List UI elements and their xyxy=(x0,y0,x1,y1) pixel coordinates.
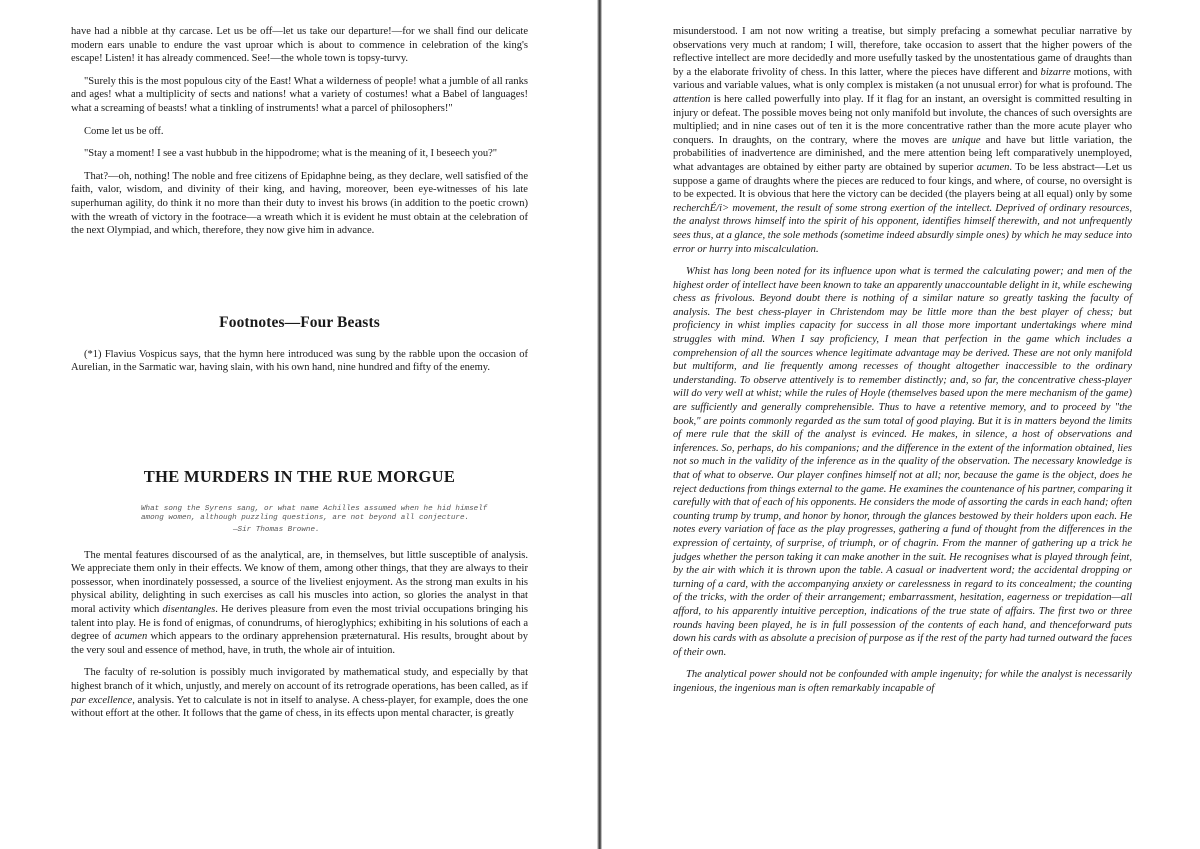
story-title: THE MURDERS IN THE RUE MORGUE xyxy=(143,466,456,486)
paragraph: "Stay a moment! I see a vast hubbub in the hippodrome; what is the meaning of it, I beseech you?" xyxy=(84,148,498,160)
paragraph: Come let us be off. xyxy=(84,125,164,137)
footnote: (*1) Flavius Vospicus says, that the hymn here introduced was sung by the rabble upon the occasion of Aurelian, in the Sarmatic war, having slain, with his own hand, nine hundred and fifty of the enemy. xyxy=(71,348,528,374)
text-run: is here called powerfully into play. If it flag for an instant, an oversight is committed resulting in injury or defeat. The possible moves being not only manifold but involute, the chances of such oversights are multiplied; and in nine cases out of ten it is the more concentrative rather than the more acute player who conquers. In draughts, on the contrary, where the moves are xyxy=(673,93,1132,146)
italic-text: recherchÉ/i> movement, the result of some strong exertion of the intellect. Deprived of ordinary resources, the analyst throws himself into the spirit of his opponent, identifies himself therewith, and not unfrequently sees thus, at a glance, the sole methods (sometime indeed absurdly simple ones) by which he may seduce into error or hurry into miscalculation. xyxy=(673,202,1132,255)
left-page-column xyxy=(71,25,528,730)
epigraph xyxy=(141,505,514,535)
text-run: motions, with various and variable values, what is only complex is mistaken (a not unusual error) for what is profound. The xyxy=(673,66,1132,92)
italic-text: par excellence xyxy=(71,694,133,706)
italic-text: bizarre xyxy=(1040,66,1071,78)
text-run: . To be less abstract—Let us suppose a game of draughts where the pieces are reduced to four kings, and where, of course, no oversight is to be expected. It is obvious that here the victory can be decided (the players being at all equal) only by some xyxy=(673,161,1132,201)
paragraph xyxy=(71,666,528,720)
text-run: misunderstood. I am not now writing a treatise, but simply prefacing a somewhat peculiar narrative by observations very much at random; I will, therefore, take occasion to assert that the higher powers of the reflective intellect are more decidedly and more usefully tasked by the unostentatious game of draughts than by a the elaborate frivolity of chess. In this latter, where the pieces have different and xyxy=(673,26,1132,78)
footnotes-heading: Footnotes—Four Beasts xyxy=(219,313,380,331)
text-run: which appears to the ordinary apprehension præternatural. His results, brought about by the very soul and essence of method, have, in truth, the whole air of intuition. xyxy=(71,631,529,656)
paragraph: Whist has long been noted for its influence upon what is termed the calculating power; and men of the highest order of intellect have been known to take an apparently unaccountable delight in it, while eschewing chess as frivolous. Beyond doubt there is nothing of a similar nature so greatly tasking the faculty of analysis. The best chess-player in Christendom may be little more than the best player of chess; but proficiency in whist implies capacity for success in all those more important undertakings where mind struggles with mind. When I say proficiency, I mean that perfection in the game which includes a comprehension of all the sources whence legitimate advantage may be derived. These are not only manifold but multiform, and lie frequently among recesses of thought altogether inaccessible to the ordinary understanding. To observe attentively is to remember distinctly; and, so far, the concentrative chess-player will do very well at whist; while the rules of Hoyle (themselves based upon the mere mechanism of the game) are sufficiently and generally comprehensible. Thus to have a retentive memory, and to proceed by "the book," are points commonly regarded as the sum total of good playing. But it is in matters beyond the limits of mere rule that the skill of the analyst is evinced. He makes, in silence, a host of observations and inferences. So, perhaps, do his companions; and the difference in the extent of the information obtained, lies not so much in the validity of the inference as in the quality of the observation. The necessary knowledge is that of what to observe. Our player confines himself not at all; nor, because the game is the object, does he reject deductions from things external to the game. He examines the countenance of his partner, comparing it carefully with that of each of his opponents. He considers the mode of assorting the cards in each hand; often counting trump by trump, and honor by honor, through the glances bestowed by their holders upon each. He notes every variation of face as the play progresses, gathering a fund of thought from the differences in the expression of certainty, of surprise, of triumph, or of chagrin. From the manner of gathering up a trick he judges whether the person taking it can make another in the suit. He recognises what is played through feint, by the air with which it is thrown upon the table. A casual or inadvertent word; the accidental dropping or turning of a card, with the accompanying anxiety or carelessness in regard to its concealment; the counting of the tricks, with the order of their arrangement; embarrassment, hesitation, eagerness or trepidation—all afford, to his apparently intuitive perception, indications of the true state of affairs. The first two or three rounds having been played, he is in full possession of the contents of each hand, and thenceforward puts down his cards with as absolute a precision of purpose as if the rest of the party had turned outward the faces of their own. xyxy=(673,266,1132,658)
paragraph: have had a nibble at thy carcase. Let us be off—let us take our departure!—for we shall find our delicate modern ears unable to endure the vast uproar which is about to commence in celebration of the king's escape! Listen! it has already commenced. See!—the whole town is topsy-turvy. xyxy=(71,26,528,65)
paragraph: "Surely this is the most populous city of the East! What a wilderness of people! what a jumble of all ranks and ages! what a multiplicity of sects and nations! what a variety of costumes! what a Babel of languages! what a screaming of beasts! what a tinkling of instruments! what a parcel of philosophers!" xyxy=(71,75,528,114)
italic-text: disentangles xyxy=(162,604,216,616)
paragraph: That?—oh, nothing! The noble and free citizens of Epidaphne being, as they declare, well satisfied of the faith, valor, wisdom, and divinity of their king, and having, moreover, been eye-witnesses of his late superhuman agility, do think it no more than their duty to invest his brows (in addition to the poetic crown) with the wreath of victory in the footrace—a wreath which it is evident he must obtain at the celebration of the next Olympiad, and which, therefore, they now give him in advance. xyxy=(71,170,528,237)
right-page-column xyxy=(673,25,1132,705)
text-run: and have but little variation, the probabilities of inadvertence are diminished, and the mere attention being left comparatively unemployed, what advantages are obtained by either party are obtained by superior xyxy=(673,134,1132,173)
text-run: . He derives pleasure from even the most trivial occupations bringing his talent into play. He is fond of enigmas, of conundrums, of hieroglyphics; exhibiting in his solutions of each a degree of xyxy=(71,604,528,643)
paragraph xyxy=(71,549,528,658)
epigraph-text: What song the Syrens sang, or what name Achilles assumed when he hid himself among women, although puzzling questions, are not beyond all conjecture. xyxy=(141,504,488,522)
text-run: The faculty of re-solution is possibly much invigorated by mathematical study, and especially by that highest branch of it which, unjustly, and merely on account of its retrograde operations, has been called, as if xyxy=(71,667,528,693)
text-run: The mental features discoursed of as the analytical, are, in themselves, but little susceptible of analysis. We appreciate them only in their effects. We know of them, among other things, that they are always to their possessor, when inordinately possessed, a source of the liveliest enjoyment. As the strong man exults in his physical ability, delighting in such exercises as call his muscles into action, so glories the analyst in that moral activity which xyxy=(71,549,528,616)
italic-text: acumen xyxy=(976,161,1010,173)
paragraph: The analytical power should not be confounded with ample ingenuity; for while the analyst is necessarily ingenious, the ingenious man is often remarkably incapable of xyxy=(673,669,1132,694)
italic-text: unique xyxy=(951,134,981,146)
paragraph xyxy=(673,25,1132,256)
epigraph-attribution: —Sir Thomas Browne. xyxy=(233,526,320,535)
right-page xyxy=(602,0,1200,849)
text-run: , analysis. Yet to calculate is not in itself to analyse. A chess-player, for example, does the one without effort at the other. It follows that the game of chess, in its effects upon mental character, is greatly xyxy=(71,694,528,720)
left-page xyxy=(0,0,597,849)
italic-text: attention xyxy=(673,93,711,105)
italic-text: acumen xyxy=(114,631,148,643)
